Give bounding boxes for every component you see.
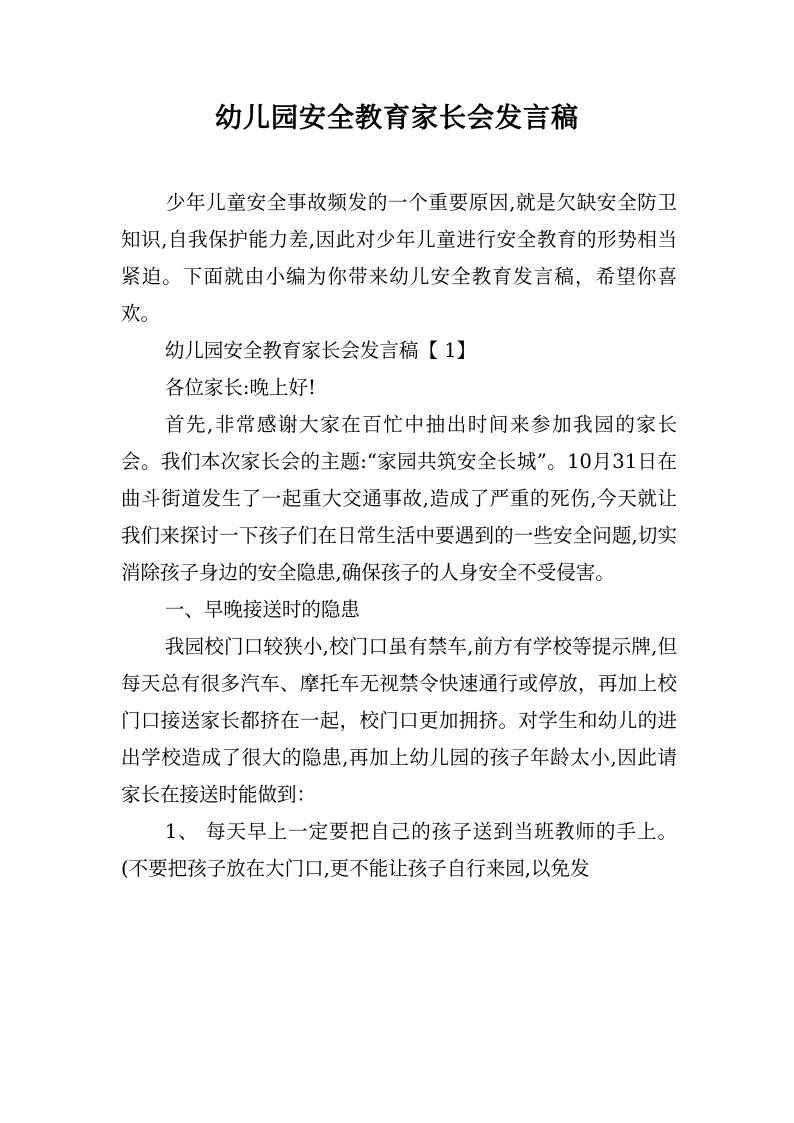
- section-heading: 幼儿园安全教育家长会发言稿【 1】: [164, 339, 476, 362]
- rule-1-paragraph: 1、 每天早上一定要把自己的孩子送到当班教师的手上。(不要把孩子放在大门口,更不能让孩子自行来园,以免发: [121, 820, 677, 880]
- greeting-paragraph: 各位家长:晚上好!: [164, 376, 316, 399]
- subheading-pickup: 一、早晚接送时的隐患: [164, 598, 360, 621]
- document-body: [121, 184, 677, 887]
- opening-paragraph: 首先,非常感谢大家在百忙中抽出时间来参加我园的家长会。我们本次家长会的主题:“家园共筑安全长城”。10月31日在曲斗街道发生了一起重大交通事故,造成了严重的死伤,今天就让我们来探讨一下孩子们在日常生活中要遇到的一些安全问题,切实消除孩子身边的安全隐患,确保孩子的人身安全不受侵害。: [121, 413, 677, 584]
- document-title: 幼儿园安全教育家长会发言稿: [215, 103, 579, 134]
- intro-paragraph: 少年儿童安全事故频发的一个重要原因,就是欠缺安全防卫知识,自我保护能力差,因此对少年儿童进行安全教育的形势相当紧迫。下面就由小编为你带来幼儿安全教育发言稿，希望你喜欢。: [121, 191, 677, 325]
- pickup-paragraph: 我园校门口较狭小,校门口虽有禁车,前方有学校等提示牌,但每天总有很多汽车、摩托车无视禁令快速通行或停放，再加上校门口接送家长都挤在一起，校门口更加拥挤。对学生和幼儿的进出学校造成了很大的隐患,再加上幼儿园的孩子年龄太小,因此请家长在接送时能做到：: [121, 635, 677, 806]
